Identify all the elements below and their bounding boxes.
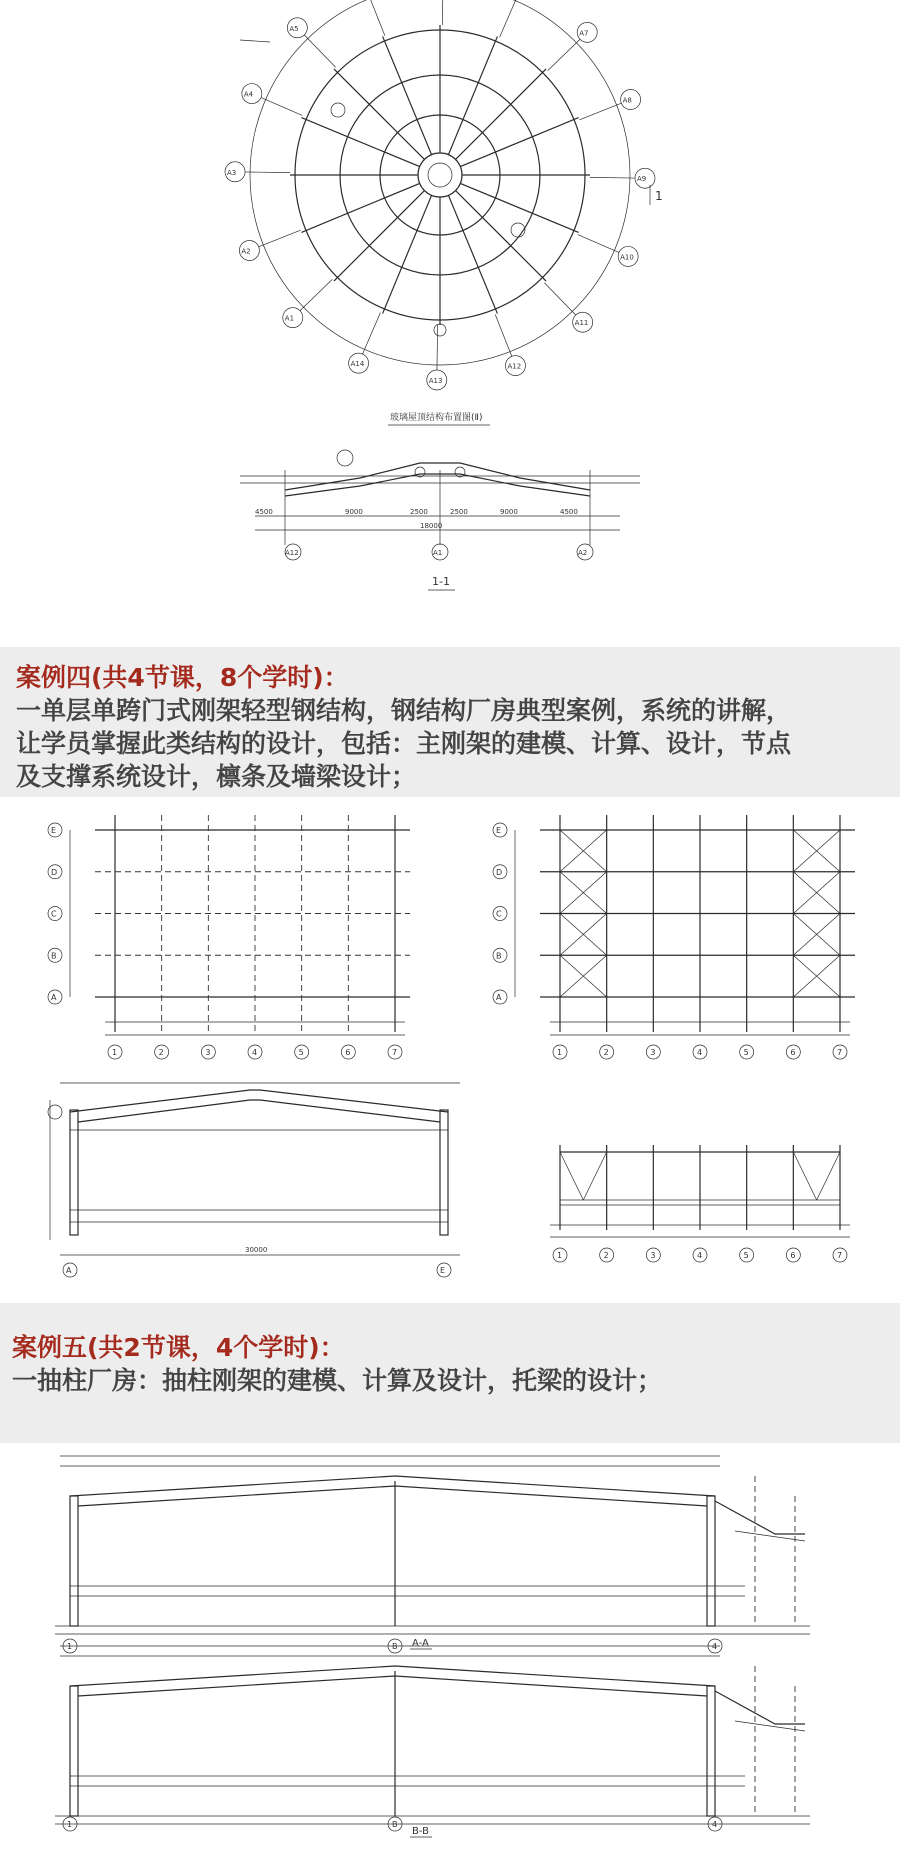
elev-axis-label: 1 [557,1251,563,1260]
section-b-b [55,1646,810,1831]
axis-bubble-label: A14 [350,360,365,369]
frame-axis-label: 4 [712,1642,718,1651]
row-axis-label: B [51,951,57,961]
roof-plan-caption: 玻璃屋顶结构布置图(Ⅱ) [390,413,483,423]
column-layout-plan [48,815,410,1059]
dim-2: 2500 [410,508,428,516]
dim-1: 9000 [345,508,363,516]
row-axis-label: A [496,993,502,1002]
col-axis-label: 3 [650,1048,656,1057]
col-axis-label: 4 [697,1048,703,1057]
elev-axis-label: 7 [837,1251,843,1260]
dim-3: 2500 [450,508,468,516]
elev-axis-label: 2 [603,1251,609,1260]
case4-line-3: 及支撑系统设计，檩条及墙梁设计； [16,762,417,791]
row-axis-label: A [51,993,57,1002]
axis-bubble-label: A4 [243,90,254,99]
col-axis-label: 6 [790,1048,796,1057]
portal-frame-drawing [0,800,900,1300]
col-axis-label: 5 [298,1048,304,1057]
col-axis-label: 4 [252,1048,258,1057]
elev-axis-label: 4 [697,1251,703,1260]
case4-line-1: 一单层单跨门式刚架轻型钢结构，钢结构厂房典型案例，系统的讲解， [16,696,792,725]
axis-bubble-label: A13 [428,376,443,385]
axis-bubble-label: A9 [636,175,647,184]
dim-0: 4500 [255,508,273,516]
col-axis-label: 2 [158,1048,164,1057]
axis-bubble-label: A10 [620,253,634,262]
axis-bubble-label: A1 [284,314,295,323]
section-label: 1-1 [432,575,450,588]
section-axis-1: A1 [433,549,443,557]
axis-bubble-label: A8 [622,96,632,105]
frame-axis-label: B [392,1642,398,1651]
col-axis-label: 1 [112,1048,118,1057]
axis-bubble-label: A2 [241,247,251,256]
bracing-layout-plan [493,815,855,1059]
row-axis-label: B [496,951,502,961]
roof-plan-drawing [0,0,900,640]
frame-axis-left: A [66,1266,72,1275]
frame-axis-label: 1 [67,1642,73,1651]
axis-bubble-label: A12 [507,362,522,371]
section-axis-0: A12 [285,549,299,557]
portal-frame-svg [0,800,900,1300]
elev-axis-label: 3 [650,1251,656,1260]
row-axis-label: D [496,867,503,877]
section-axis-2: A2 [578,549,588,557]
row-axis-label: E [496,826,502,835]
col-axis-label: 5 [743,1048,749,1057]
col-axis-label: 7 [837,1048,843,1057]
case4-line-2: 让学员掌握此类结构的设计，包括：主刚架的建模、计算、设计，节点 [16,729,792,758]
frame-span: 30000 [245,1246,268,1254]
col-axis-label: 2 [603,1048,609,1057]
roof-section-1-1 [240,450,640,590]
section-a-label: A-A [412,1638,429,1649]
section-b-label: B-B [412,1826,429,1837]
bracing-elevation [550,1145,850,1262]
column-removed-drawing [0,1446,900,1855]
section-a-a [55,1456,810,1653]
dim-4: 9000 [500,508,518,516]
axis-bubble-label: A3 [227,168,237,177]
axis-bubble-label: A11 [574,319,589,328]
frame-axis-label: 1 [67,1820,73,1829]
row-axis-label: E [51,826,57,835]
side-section-label: 1 [655,189,663,203]
column-removed-svg [0,1446,900,1855]
case4-section [0,647,900,797]
row-axis-label: D [51,867,58,877]
col-axis-label: 7 [392,1048,398,1057]
frame-axis-label: 4 [712,1820,718,1829]
frame-axis-label: B [392,1820,398,1829]
elev-axis-label: 6 [790,1251,796,1260]
col-axis-label: 1 [557,1048,563,1057]
dim-total: 18000 [420,522,443,530]
case5-line-1: 一抽柱厂房：抽柱刚架的建模、计算及设计，托梁的设计； [12,1366,663,1395]
col-axis-label: 6 [345,1048,351,1057]
case4-title: 案例四(共4节课，8个学时)： [16,663,349,692]
row-axis-label: C [496,909,502,919]
axis-bubble-label: A7 [579,29,589,38]
frame-axis-right: E [440,1266,446,1275]
case5-title: 案例五(共2节课，4个学时)： [12,1333,345,1362]
case5-section [0,1303,900,1443]
elev-axis-label: 5 [743,1251,749,1260]
roof-plan-svg [0,0,900,640]
frame-elevation [48,1083,460,1300]
col-axis-label: 3 [205,1048,211,1057]
dim-5: 4500 [560,508,578,516]
axis-bubble-label: A5 [289,24,299,33]
row-axis-label: C [51,909,57,919]
